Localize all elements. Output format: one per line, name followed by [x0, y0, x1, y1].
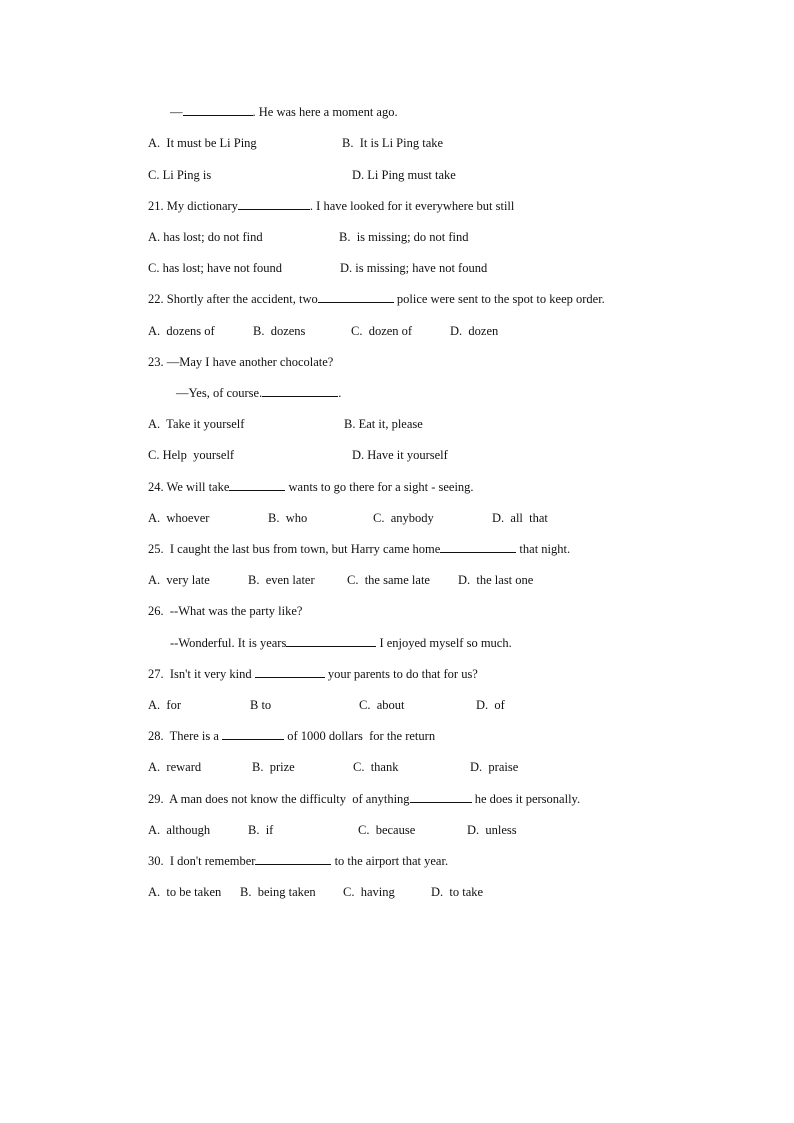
q28-stem-text-b: of 1000 dollars for the return	[284, 729, 436, 743]
q20-stem	[170, 104, 398, 120]
q21-blank	[238, 198, 310, 210]
q22-stem-text-b: police were sent to the spot to keep order.	[393, 292, 605, 306]
q24-option-c: C. anybody	[373, 511, 434, 525]
q27-stem-text-b: your parents to do that for us?	[324, 667, 478, 681]
q26-reply-text-a: --Wonderful. It is years	[170, 636, 287, 650]
q21-option-c: C. has lost; have not found	[148, 261, 283, 275]
q22-option-d: D. dozen	[450, 324, 499, 338]
q22-blank	[318, 291, 394, 303]
q26-blank	[286, 635, 376, 647]
q29-option-c: C. because	[358, 823, 416, 837]
q30-stem	[148, 853, 448, 869]
q25-option-c: C. the same late	[347, 573, 430, 587]
q21-option-b: B. is missing; do not find	[339, 230, 469, 244]
q26-reply-text-b: I enjoyed myself so much.	[376, 636, 512, 650]
q20-option-b: B. It is Li Ping take	[342, 136, 444, 150]
q25-stem-text-a: 25. I caught the last bus from town, but Harry came home	[148, 542, 441, 556]
q23-reply	[176, 385, 341, 401]
q23-blank	[262, 385, 338, 397]
q30-option-c: C. having	[343, 885, 395, 899]
q28-blank	[222, 728, 284, 740]
q30-option-d: D. to take	[431, 885, 484, 899]
q24-stem-text-b: wants to go there for a sight - seeing.	[285, 480, 474, 494]
q30-stem-text-a: 30. I don't remember	[148, 854, 256, 868]
q25-blank	[440, 541, 516, 553]
q29-option-a: A. although	[148, 823, 211, 837]
q30-blank	[255, 853, 331, 865]
q23-option-b: B. Eat it, please	[344, 417, 423, 431]
q30-option-a: A. to be taken	[148, 885, 222, 899]
q28-option-c: C. thank	[353, 760, 399, 774]
q24-stem-text-a: 24. We will take	[148, 480, 230, 494]
q24-option-b: B. who	[268, 511, 308, 525]
q27-option-c: C. about	[359, 698, 405, 712]
q21-stem	[148, 198, 514, 214]
q21-option-d: D. is missing; have not found	[340, 261, 488, 275]
q24-option-a: A. whoever	[148, 511, 210, 525]
q22-stem	[148, 291, 605, 307]
q28-stem	[148, 728, 435, 744]
q20-stem-text: . He was here a moment ago.	[252, 105, 398, 119]
q26-stem: 26. --What was the party like?	[148, 604, 303, 618]
q27-stem	[148, 666, 478, 682]
q23-option-a: A. Take it yourself	[148, 417, 245, 431]
q28-stem-text-a: 28. There is a	[148, 729, 223, 743]
q21-stem-text-a: 21. My dictionary	[148, 199, 238, 213]
q25-option-b: B. even later	[248, 573, 315, 587]
q25-stem	[148, 541, 570, 557]
q24-option-d: D. all that	[492, 511, 548, 525]
q20-dash: —	[170, 105, 183, 119]
q28-option-a: A. reward	[148, 760, 202, 774]
q25-stem-text-b: that night.	[516, 542, 571, 556]
q21-stem-text-b: . I have looked for it everywhere but still	[309, 199, 515, 213]
q29-stem-text-b: he does it personally.	[471, 792, 581, 806]
q23-option-d: D. Have it yourself	[352, 448, 448, 462]
q29-option-b: B. if	[248, 823, 274, 837]
q30-stem-text-b: to the airport that year.	[331, 854, 449, 868]
q28-option-d: D. praise	[470, 760, 519, 774]
q22-option-c: C. dozen of	[351, 324, 413, 338]
q25-option-a: A. very late	[148, 573, 210, 587]
q27-option-d: D. of	[476, 698, 505, 712]
q23-reply-text-b: .	[338, 386, 342, 400]
q27-option-b: B to	[250, 698, 272, 712]
q24-blank	[229, 479, 285, 491]
q23-option-c: C. Help yourself	[148, 448, 235, 462]
q25-option-d: D. the last one	[458, 573, 534, 587]
q27-option-a: A. for	[148, 698, 181, 712]
q24-stem	[148, 479, 474, 495]
q20-option-d: D. Li Ping must take	[352, 168, 456, 182]
q29-blank	[410, 791, 472, 803]
q29-option-d: D. unless	[467, 823, 517, 837]
q27-blank	[255, 666, 325, 678]
q20-option-c: C. Li Ping is	[148, 168, 212, 182]
q29-stem-text-a: 29. A man does not know the difficulty of anything	[148, 792, 410, 806]
q29-stem	[148, 791, 580, 807]
q22-option-b: B. dozens	[253, 324, 306, 338]
q22-stem-text-a: 22. Shortly after the accident, two	[148, 292, 318, 306]
q28-option-b: B. prize	[252, 760, 295, 774]
q23-stem: 23. —May I have another chocolate?	[148, 355, 334, 369]
q23-reply-text-a: —Yes, of course.	[176, 386, 263, 400]
q20-option-a: A. It must be Li Ping	[148, 136, 257, 150]
q22-option-a: A. dozens of	[148, 324, 215, 338]
q27-stem-text-a: 27. Isn't it very kind	[148, 667, 255, 681]
q26-reply	[170, 635, 512, 651]
q20-blank	[183, 104, 253, 116]
q30-option-b: B. being taken	[240, 885, 316, 899]
q21-option-a: A. has lost; do not find	[148, 230, 263, 244]
